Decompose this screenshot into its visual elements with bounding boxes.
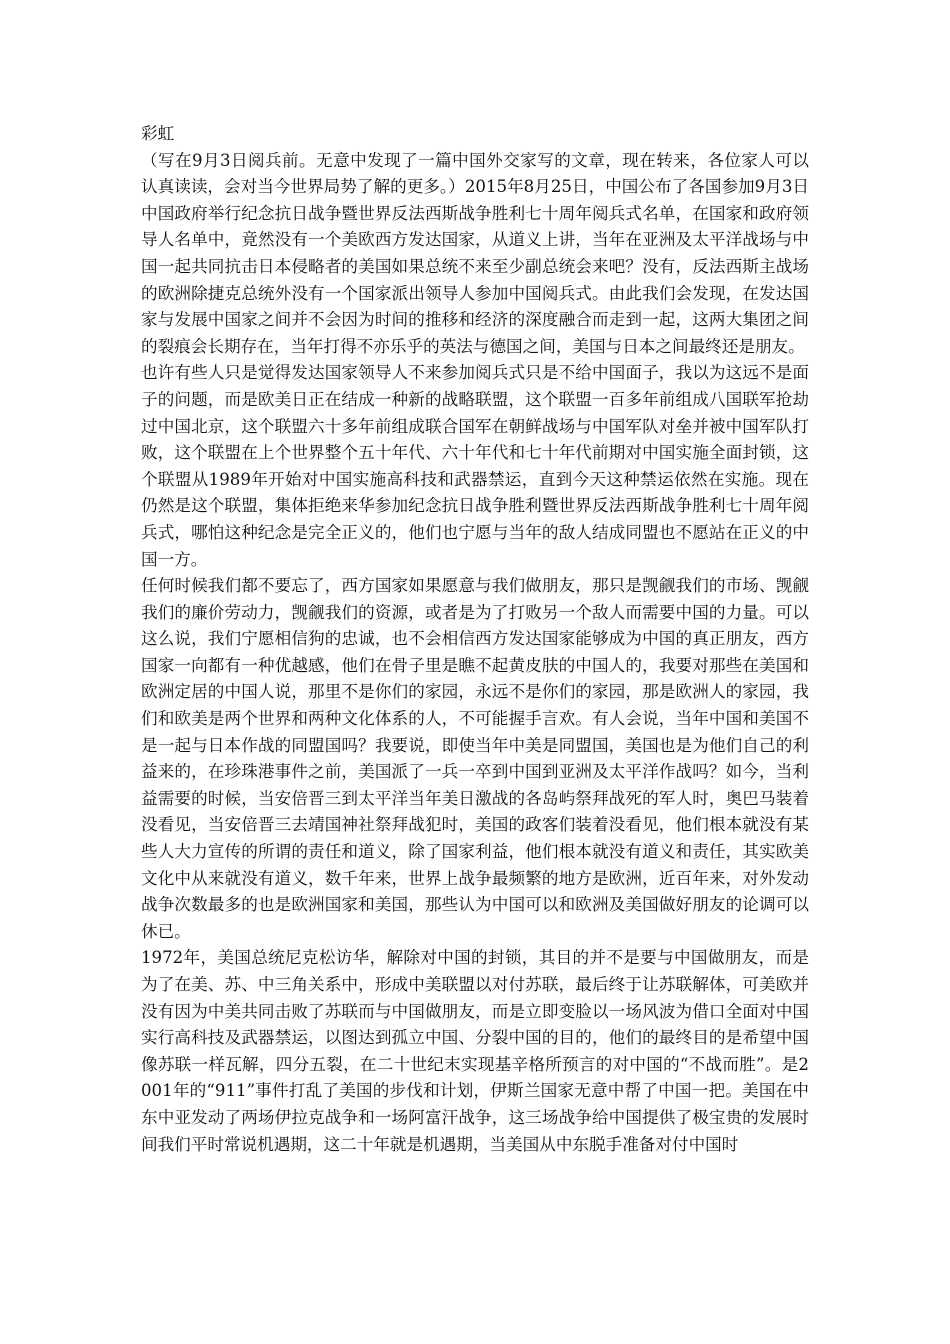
paragraph-3: 任何时候我们都不要忘了，西方国家如果愿意与我们做朋友，那只是觊觎我们的市场、觊觎我们的廉价劳动力，觊觎我们的资源，或者是为了打败另一个敌人而需要中国的力量。可以这么说，我们宁愿相信狗的忠诚，也不会相信西方发达国家能够成为中国的真正朋友，西方国家一向都有一种优越感，他们在骨子里是瞧不起黄皮肤的中国人的，我要对那些在美国和欧洲定居的中国人说，那里不是你们的家园，永远不是你们的家园，那是欧洲人的家园，我们和欧美是两个世界和两种文化体系的人，不可能握手言欢。有人会说，当年中国和美国不是一起与日本作战的同盟国吗？我要说，即使当年中美是同盟国，美国也是为他们自己的利益来的，在珍珠港事件之前，美国派了一兵一卒到中国到亚洲及太平洋作战吗？如今，当利益需要的时候，当安倍晋三到太平洋当年美日激战的各岛屿祭拜战死的军人时，奥巴马装着没看见，当安倍晋三去靖国神社祭拜战犯时，美国的政客们装着没看见，他们根本就没有某些人大力宣传的所谓的责任和道义，除了国家利益，他们根本就没有道义和责任，其实欧美文化中从来就没有道义，数千年来，世界上战争最频繁的地方是欧洲，近百年来，对外发动战争次数最多的也是欧洲国家和美国，那些认为中国可以和欧洲及美国做好朋友的论调可以休已。 — [141, 576, 809, 941]
document-body — [141, 121, 809, 1158]
document-title: 彩虹 — [141, 124, 175, 143]
paragraph-2: 也许有些人只是觉得发达国家领导人不来参加阅兵式只是不给中国面子，我以为这远不是面子的问题，而是欧美日正在结成一种新的战略联盟，这个联盟一百多年前组成八国联军抢劫过中国北京，这个联盟六十多年前组成联合国军在朝鲜战场与中国军队对垒并被中国军队打败，这个联盟在上个世界整个五十年代、六十年代和七十年代前期对中国实施全面封锁，这个联盟从1989年开始对中国实施高科技和武器禁运，直到今天这种禁运依然在实施。现在仍然是这个联盟，集体拒绝来华参加纪念抗日战争胜利暨世界反法西斯战争胜利七十周年阅兵式，哪怕这种纪念是完全正义的，他们也宁愿与当年的敌人结成同盟也不愿站在正义的中国一方。 — [141, 363, 809, 569]
paragraph-1: （写在9月3日阅兵前。无意中发现了一篇中国外交家写的文章，现在转来，各位家人可以认真读读，会对当今世界局势了解的更多。）2015年8月25日，中国公布了各国参加9月3日中国政府举行纪念抗日战争暨世界反法西斯战争胜利七十周年阅兵式名单，在国家和政府领导人名单中，竟然没有一个美欧西方发达国家，从道义上讲，当年在亚洲及太平洋战场与中国一起共同抗击日本侵略者的美国如果总统不来至少副总统会来吧？没有，反法西斯主战场的欧洲除捷克总统外没有一个国家派出领导人参加中国阅兵式。由此我们会发现，在发达国家与发展中国家之间并不会因为时间的推移和经济的深度融合而走到一起，这两大集团之间的裂痕会长期存在，当年打得不亦乐乎的英法与德国之间，美国与日本之间最终还是朋友。 — [141, 150, 809, 356]
paragraph-4: 1972年，美国总统尼克松访华，解除对中国的封锁，其目的并不是要与中国做朋友，而是为了在美、苏、中三角关系中，形成中美联盟以对付苏联，最后终于让苏联解体，可美欧并没有因为中美共同击败了苏联而与中国做朋友，而是立即变脸以一场风波为借口全面对中国实行高科技及武器禁运，以图达到孤立中国、分裂中国的目的，他们的最终目的是希望中国像苏联一样瓦解，四分五裂，在二十世纪末实现基辛格所预言的对中国的“不战而胜”。是2001年的“911”事件打乱了美国的步伐和计划，伊斯兰国家无意中帮了中国一把。美国在中东中亚发动了两场伊拉克战争和一场阿富汗战争，这三场战争给中国提供了极宝贵的发展时间我们平时常说机遇期，这二十年就是机遇期，当美国从中东脱手准备对付中国时 — [141, 948, 809, 1154]
